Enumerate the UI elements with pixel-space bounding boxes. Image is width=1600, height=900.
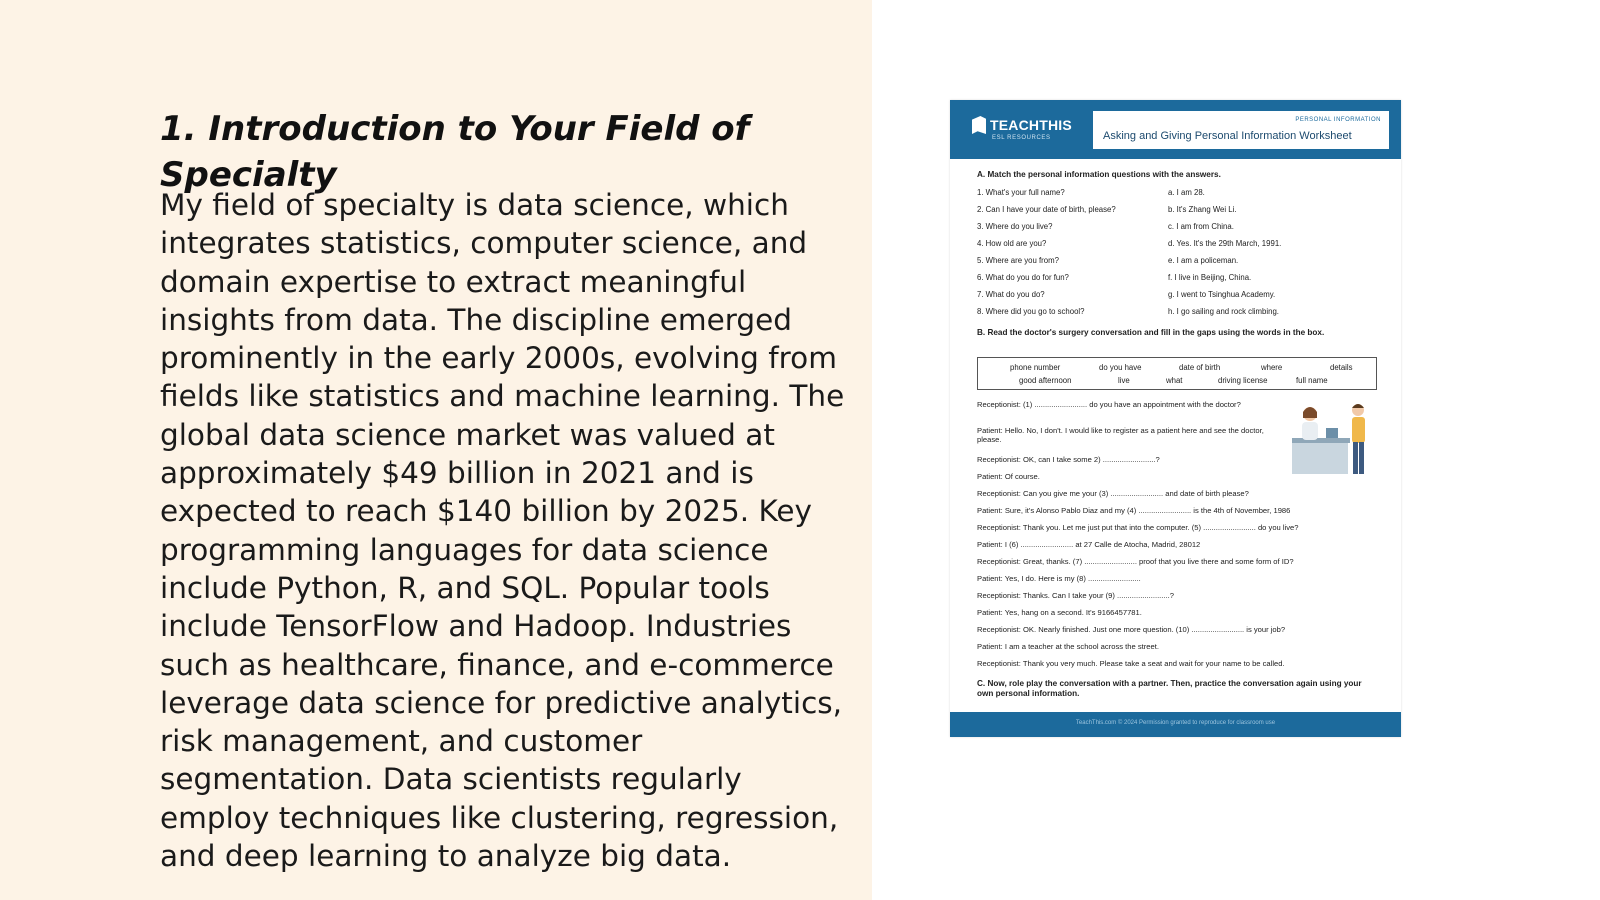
question-item: 4. How old are you? — [977, 239, 1047, 248]
dialogue-line: Patient: I am a teacher at the school across the street. — [977, 642, 1159, 651]
dialogue-line: Receptionist: OK. Nearly finished. Just one more question. (10) ......................... is your job? — [977, 625, 1286, 634]
logo-text: TEACHTHIS — [990, 117, 1072, 133]
worksheet-category: PERSONAL INFORMATION — [1295, 117, 1381, 123]
question-item: 7. What do you do? — [977, 290, 1045, 299]
dialogue-line: Receptionist: Thank you very much. Please take a seat and wait for your name to be called. — [977, 659, 1285, 668]
teachthis-logo — [972, 116, 1072, 134]
logo-subtitle: ESL RESOURCES — [992, 135, 1051, 141]
word-box — [977, 357, 1377, 390]
answer-item: d. Yes. It's the 29th March, 1991. — [1168, 239, 1282, 248]
dialogue-line: Receptionist: (1) ......................... do you have an appointment with the doctor? — [977, 400, 1241, 409]
question-item: 1. What's your full name? — [977, 188, 1065, 197]
section-a-heading: A. Match the personal information questions with the answers. — [977, 170, 1221, 179]
slide-body: My field of specialty is data science, which integrates statistics, computer science, and domain expertise to extract meaningful insights from data. The discipline emerged prominently in the early 2000s, evolving from fields like statistics and machine learning. The global data science market was valued at approximately $49 billion in 2021 and is expected to reach $140 billion by 2025. Key programming languages for data science include Python, R, and SQL. Popular tools include TensorFlow and Hadoop. Industries such as healthcare, finance, and e-commerce leverage data science for predictive analytics, risk management, and customer segmentation. Data scientists regularly employ techniques like clustering, regression, and deep learning to analyze big data. — [160, 188, 845, 874]
answer-item: b. It's Zhang Wei Li. — [1168, 205, 1237, 214]
question-item: 5. Where are you from? — [977, 256, 1059, 265]
worksheet-image — [950, 100, 1401, 737]
dialogue-line: Receptionist: Great, thanks. (7) ......................... proof that you live there and some form of ID? — [977, 557, 1294, 566]
word-item: good afternoon — [1019, 376, 1072, 385]
receptionist-body — [1302, 422, 1318, 440]
section-c-heading: C. Now, role play the conversation with a partner. Then, practice the conversation again using your own personal information. — [977, 679, 1362, 698]
dialogue-line: Patient: I (6) ......................... at 27 Calle de Atocha, Madrid, 28012 — [977, 540, 1201, 549]
question-item: 8. Where did you go to school? — [977, 307, 1085, 316]
question-item: 3. Where do you live? — [977, 222, 1053, 231]
footer-text: TeachThis.com © 2024 Permission granted to reproduce for classroom use — [1075, 720, 1276, 726]
patient-leg — [1359, 442, 1364, 474]
dialogue-line: Patient: Yes, I do. Here is my (8) ......................... — [977, 574, 1141, 583]
dialogue-line: Patient: Sure, it's Alonso Pablo Diaz and my (4) ......................... is the 4th of November, 1986 — [977, 506, 1291, 515]
desk-monitor — [1326, 428, 1338, 438]
desk-top — [1292, 438, 1350, 443]
word-item: full name — [1296, 376, 1328, 385]
section-b-heading: B. Read the doctor's surgery conversation and fill in the gaps using the words in the box. — [977, 328, 1325, 337]
word-item: what — [1166, 376, 1183, 385]
answer-item: g. I went to Tsinghua Academy. — [1168, 290, 1276, 299]
reception-illustration — [1290, 402, 1374, 476]
question-item: 2. Can I have your date of birth, please? — [977, 205, 1116, 214]
answer-item: c. I am from China. — [1168, 222, 1234, 231]
receptionist-hair — [1303, 407, 1317, 418]
word-item: date of birth — [1179, 363, 1221, 372]
dialogue-line: Receptionist: Can you give me your (3) ......................... and date of birth please? — [977, 489, 1249, 498]
word-item: do you have — [1099, 363, 1142, 372]
answer-item: e. I am a policeman. — [1168, 256, 1239, 265]
word-item: where — [1261, 363, 1283, 372]
patient-body — [1352, 417, 1365, 443]
answer-item: f. I live in Beijing, China. — [1168, 273, 1252, 282]
patient-hair — [1352, 404, 1364, 408]
reception-desk — [1292, 440, 1348, 474]
book-icon — [972, 116, 986, 134]
worksheet-title: Asking and Giving Personal Information Worksheet — [1103, 130, 1352, 142]
word-item: phone number — [1010, 363, 1061, 372]
dialogue-line: Patient: Yes, hang on a second. It's 9166457781. — [977, 608, 1142, 617]
worksheet-title-box — [1093, 111, 1389, 149]
answer-item: a. I am 28. — [1168, 188, 1205, 197]
word-item: details — [1330, 363, 1353, 372]
worksheet-header — [950, 100, 1401, 159]
answer-item: h. I go sailing and rock climbing. — [1168, 307, 1279, 316]
dialogue-line: Receptionist: OK, can I take some 2) .........................? — [977, 455, 1160, 464]
dialogue-line: Patient: Of course. — [977, 472, 1040, 481]
word-item: live — [1118, 376, 1130, 385]
word-item: driving license — [1218, 376, 1268, 385]
question-item: 6. What do you do for fun? — [977, 273, 1069, 282]
patient-leg — [1353, 442, 1358, 474]
worksheet-footer — [950, 712, 1401, 737]
dialogue-line: Receptionist: Thanks. Can I take your (9) .........................? — [977, 591, 1174, 600]
dialogue-line: Patient: Hello. No, I don't. I would like to register as a patient here and see the doctor, please. — [977, 426, 1264, 444]
slide-title: 1. Introduction to Your Field of Specialty — [160, 109, 750, 195]
dialogue-line: Receptionist: Thank you. Let me just put that into the computer. (5) ......................... do you live? — [977, 523, 1299, 532]
